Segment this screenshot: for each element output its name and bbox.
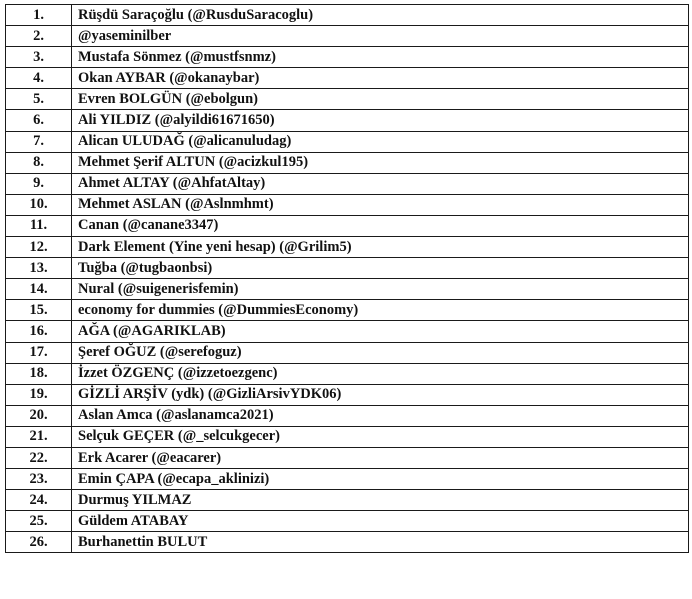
account-name: Şeref OĞUZ (@serefoguz) bbox=[72, 342, 689, 363]
table-row bbox=[6, 5, 689, 26]
account-name: Alican ULUDAĞ (@alicanuludag) bbox=[72, 131, 689, 152]
row-number: 21. bbox=[6, 426, 72, 447]
row-number: 25. bbox=[6, 511, 72, 532]
table-row bbox=[6, 152, 689, 173]
table-row bbox=[6, 490, 689, 511]
row-number: 14. bbox=[6, 279, 72, 300]
table-row bbox=[6, 194, 689, 215]
account-name: Nural (@suigenerisfemin) bbox=[72, 279, 689, 300]
table-row bbox=[6, 300, 689, 321]
account-name: Mehmet Şerif ALTUN (@acizkul195) bbox=[72, 152, 689, 173]
row-number: 9. bbox=[6, 173, 72, 194]
account-name: GİZLİ ARŞİV (ydk) (@GizliArsivYDK06) bbox=[72, 384, 689, 405]
account-name: Selçuk GEÇER (@_selcukgecer) bbox=[72, 426, 689, 447]
table-row bbox=[6, 68, 689, 89]
accounts-table-body bbox=[6, 5, 689, 553]
account-name: Dark Element (Yine yeni hesap) (@Grilim5) bbox=[72, 237, 689, 258]
row-number: 7. bbox=[6, 131, 72, 152]
account-name: Okan AYBAR (@okanaybar) bbox=[72, 68, 689, 89]
table-row bbox=[6, 511, 689, 532]
row-number: 26. bbox=[6, 532, 72, 553]
table-row bbox=[6, 321, 689, 342]
account-name: Mehmet ASLAN (@Aslnmhmt) bbox=[72, 194, 689, 215]
row-number: 16. bbox=[6, 321, 72, 342]
row-number: 11. bbox=[6, 215, 72, 236]
table-row bbox=[6, 89, 689, 110]
account-name: Aslan Amca (@aslanamca2021) bbox=[72, 405, 689, 426]
table-row bbox=[6, 447, 689, 468]
account-name: Erk Acarer (@eacarer) bbox=[72, 447, 689, 468]
table-row bbox=[6, 131, 689, 152]
table-row bbox=[6, 215, 689, 236]
table-row bbox=[6, 237, 689, 258]
account-name: Evren BOLGÜN (@ebolgun) bbox=[72, 89, 689, 110]
account-name: Ali YILDIZ (@alyildi61671650) bbox=[72, 110, 689, 131]
table-row bbox=[6, 173, 689, 194]
table-row bbox=[6, 258, 689, 279]
table-row bbox=[6, 363, 689, 384]
row-number: 3. bbox=[6, 47, 72, 68]
row-number: 2. bbox=[6, 26, 72, 47]
table-row bbox=[6, 26, 689, 47]
row-number: 4. bbox=[6, 68, 72, 89]
table-row bbox=[6, 469, 689, 490]
row-number: 12. bbox=[6, 237, 72, 258]
row-number: 8. bbox=[6, 152, 72, 173]
account-name: Burhanettin BULUT bbox=[72, 532, 689, 553]
table-row bbox=[6, 47, 689, 68]
row-number: 24. bbox=[6, 490, 72, 511]
table-row bbox=[6, 110, 689, 131]
table-row bbox=[6, 342, 689, 363]
account-name: Tuğba (@tugbaonbsi) bbox=[72, 258, 689, 279]
row-number: 10. bbox=[6, 194, 72, 215]
account-name: @yaseminilber bbox=[72, 26, 689, 47]
account-name: Güldem ATABAY bbox=[72, 511, 689, 532]
account-name: Rüşdü Saraçoğlu (@RusduSaracoglu) bbox=[72, 5, 689, 26]
row-number: 6. bbox=[6, 110, 72, 131]
account-name: AĞA (@AGARIKLAB) bbox=[72, 321, 689, 342]
row-number: 23. bbox=[6, 469, 72, 490]
row-number: 17. bbox=[6, 342, 72, 363]
row-number: 20. bbox=[6, 405, 72, 426]
account-name: Ahmet ALTAY (@AhfatAltay) bbox=[72, 173, 689, 194]
table-row bbox=[6, 426, 689, 447]
row-number: 1. bbox=[6, 5, 72, 26]
table-row bbox=[6, 405, 689, 426]
account-name: Mustafa Sönmez (@mustfsnmz) bbox=[72, 47, 689, 68]
row-number: 19. bbox=[6, 384, 72, 405]
table-row bbox=[6, 532, 689, 553]
row-number: 5. bbox=[6, 89, 72, 110]
account-name: economy for dummies (@DummiesEconomy) bbox=[72, 300, 689, 321]
account-name: Canan (@canane3347) bbox=[72, 215, 689, 236]
row-number: 15. bbox=[6, 300, 72, 321]
table-row bbox=[6, 279, 689, 300]
account-name: Emin ÇAPA (@ecapa_aklinizi) bbox=[72, 469, 689, 490]
row-number: 18. bbox=[6, 363, 72, 384]
row-number: 13. bbox=[6, 258, 72, 279]
account-name: Durmuş YILMAZ bbox=[72, 490, 689, 511]
table-row bbox=[6, 384, 689, 405]
account-name: İzzet ÖZGENÇ (@izzetoezgenc) bbox=[72, 363, 689, 384]
row-number: 22. bbox=[6, 447, 72, 468]
accounts-table bbox=[5, 4, 689, 553]
